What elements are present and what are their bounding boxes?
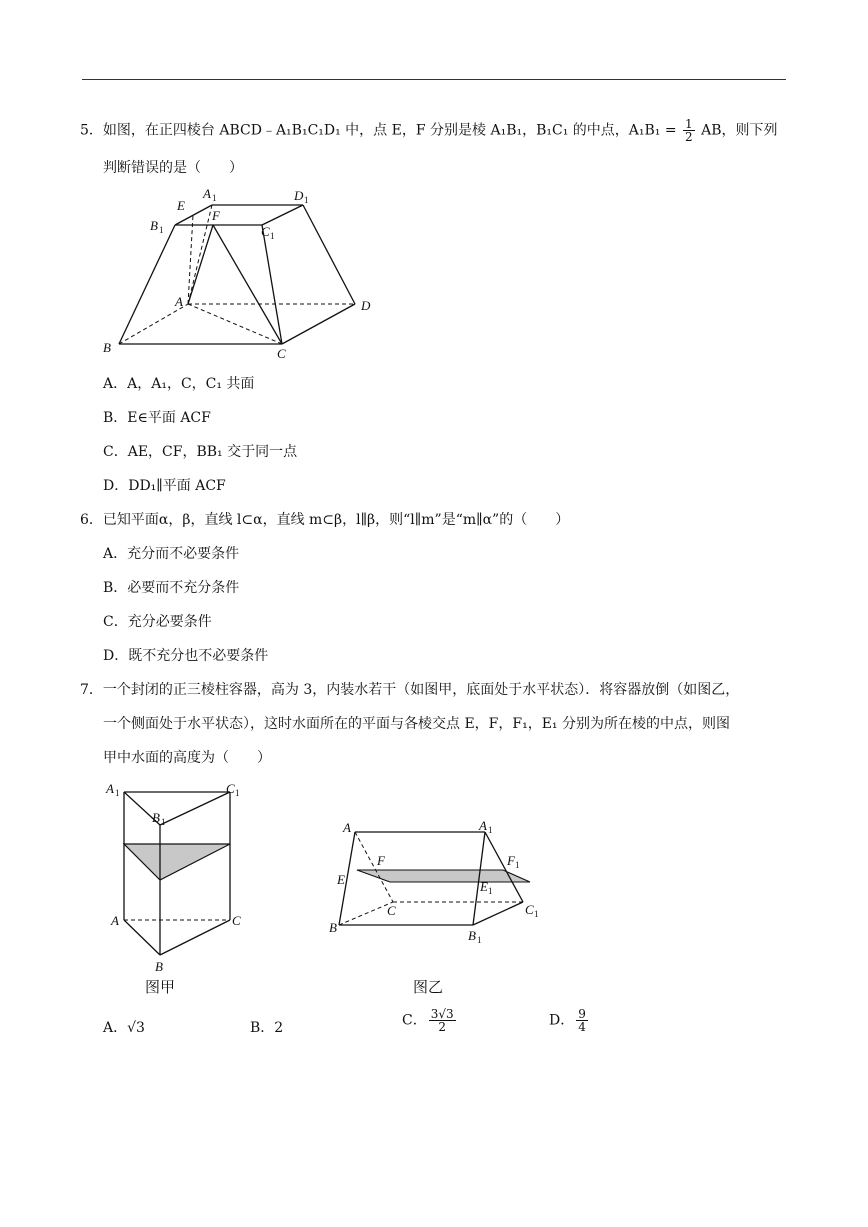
svg-text:1: 1 xyxy=(488,886,493,896)
svg-text:1: 1 xyxy=(212,193,217,203)
svg-text:1: 1 xyxy=(477,935,482,945)
svg-text:B: B xyxy=(468,928,476,943)
svg-text:C: C xyxy=(261,224,270,239)
svg-text:B: B xyxy=(152,810,160,825)
svg-text:B: B xyxy=(150,218,158,233)
svg-text:1: 1 xyxy=(159,225,164,235)
svg-text:1: 1 xyxy=(515,860,520,870)
q5-stem-line2: 判断错误的是（ ） xyxy=(103,160,243,176)
q6-option-b[interactable]: B．必要而不充分条件 xyxy=(103,580,240,596)
svg-text:C: C xyxy=(387,903,396,918)
svg-text:C: C xyxy=(277,346,286,360)
svg-text:1: 1 xyxy=(235,788,240,798)
q7-stem-line2: 一个侧面处于水平状态），这时水面所在的平面与各棱交点 E，F，F₁，E₁ 分别为所在棱的中点，则图 xyxy=(103,716,730,732)
fig-jia-caption: 图甲 xyxy=(145,978,176,996)
header-rule xyxy=(82,79,786,80)
svg-text:E: E xyxy=(177,198,185,213)
q7-option-b[interactable]: B．2 xyxy=(250,1020,284,1036)
svg-text:F: F xyxy=(377,853,385,868)
q7-figure-jia xyxy=(100,775,260,975)
q5-option-a[interactable]: A．A，A₁，C，C₁ 共面 xyxy=(103,376,255,392)
q6-option-c[interactable]: C．充分必要条件 xyxy=(103,614,212,630)
svg-text:B: B xyxy=(103,340,111,355)
q5-option-c[interactable]: C．AE，CF，BB₁ 交于同一点 xyxy=(103,444,298,460)
svg-text:A: A xyxy=(111,913,119,928)
svg-text:A: A xyxy=(343,820,351,835)
q7-option-c[interactable]: C． $\frac{3√3}{2}$ xyxy=(402,1007,454,1034)
q6-option-a[interactable]: A．充分而不必要条件 xyxy=(103,546,240,562)
q5-option-d[interactable]: D．DD₁∥平面 ACF xyxy=(103,478,226,494)
svg-text:C: C xyxy=(525,902,534,917)
svg-text:1: 1 xyxy=(161,817,166,827)
q5-frustum-figure xyxy=(95,180,385,360)
svg-text:1: 1 xyxy=(115,788,120,798)
svg-text:A: A xyxy=(175,294,183,309)
svg-text:B: B xyxy=(329,920,337,935)
q5-fraction: $\frac{1}{2}$ xyxy=(685,117,693,144)
q5-stem-line1: 5．如图，在正四棱台 ABCD﹣A₁B₁C₁D₁ 中，点 E，F 分别是棱 A₁B₁，B₁C₁ 的中点，A₁B₁ = $\frac{1}{2}$ AB，则下列 xyxy=(80,117,778,144)
svg-text:A: A xyxy=(106,781,114,796)
q7-figure-yi xyxy=(325,810,555,950)
svg-text:A: A xyxy=(203,186,211,201)
svg-text:E: E xyxy=(480,879,488,894)
svg-text:F: F xyxy=(507,853,515,868)
svg-text:D: D xyxy=(294,188,304,203)
svg-text:1: 1 xyxy=(534,909,539,919)
svg-text:E: E xyxy=(337,872,345,887)
svg-text:C: C xyxy=(232,913,241,928)
q6-stem: 6．已知平面α，β，直线 l⊂α，直线 m⊂β，l∥β，则“l∥m”是“m∥α”的（ ） xyxy=(80,512,570,528)
svg-text:D: D xyxy=(361,298,371,313)
q7-option-a[interactable]: A．√3 xyxy=(103,1020,145,1036)
svg-text:C: C xyxy=(226,781,235,796)
q7-stem-line3: 甲中水面的高度为（ ） xyxy=(103,750,271,766)
svg-text:B: B xyxy=(155,959,163,974)
svg-text:1: 1 xyxy=(488,825,493,835)
q5-option-b[interactable]: B．E∈平面 ACF xyxy=(103,410,211,426)
q6-option-d[interactable]: D．既不充分也不必要条件 xyxy=(103,648,269,664)
q7-option-d[interactable]: D． $\frac{9}{4}$ xyxy=(549,1007,586,1034)
svg-text:1: 1 xyxy=(304,195,309,205)
fig-yi-caption: 图乙 xyxy=(413,978,444,996)
q7-stem-line1: 7．一个封闭的正三棱柱容器，高为 3，内装水若干（如图甲，底面处于水平状态）．将容器放倒（如图乙， xyxy=(80,682,740,698)
svg-text:F: F xyxy=(212,208,220,223)
svg-text:A: A xyxy=(479,818,487,833)
svg-text:1: 1 xyxy=(270,231,275,241)
